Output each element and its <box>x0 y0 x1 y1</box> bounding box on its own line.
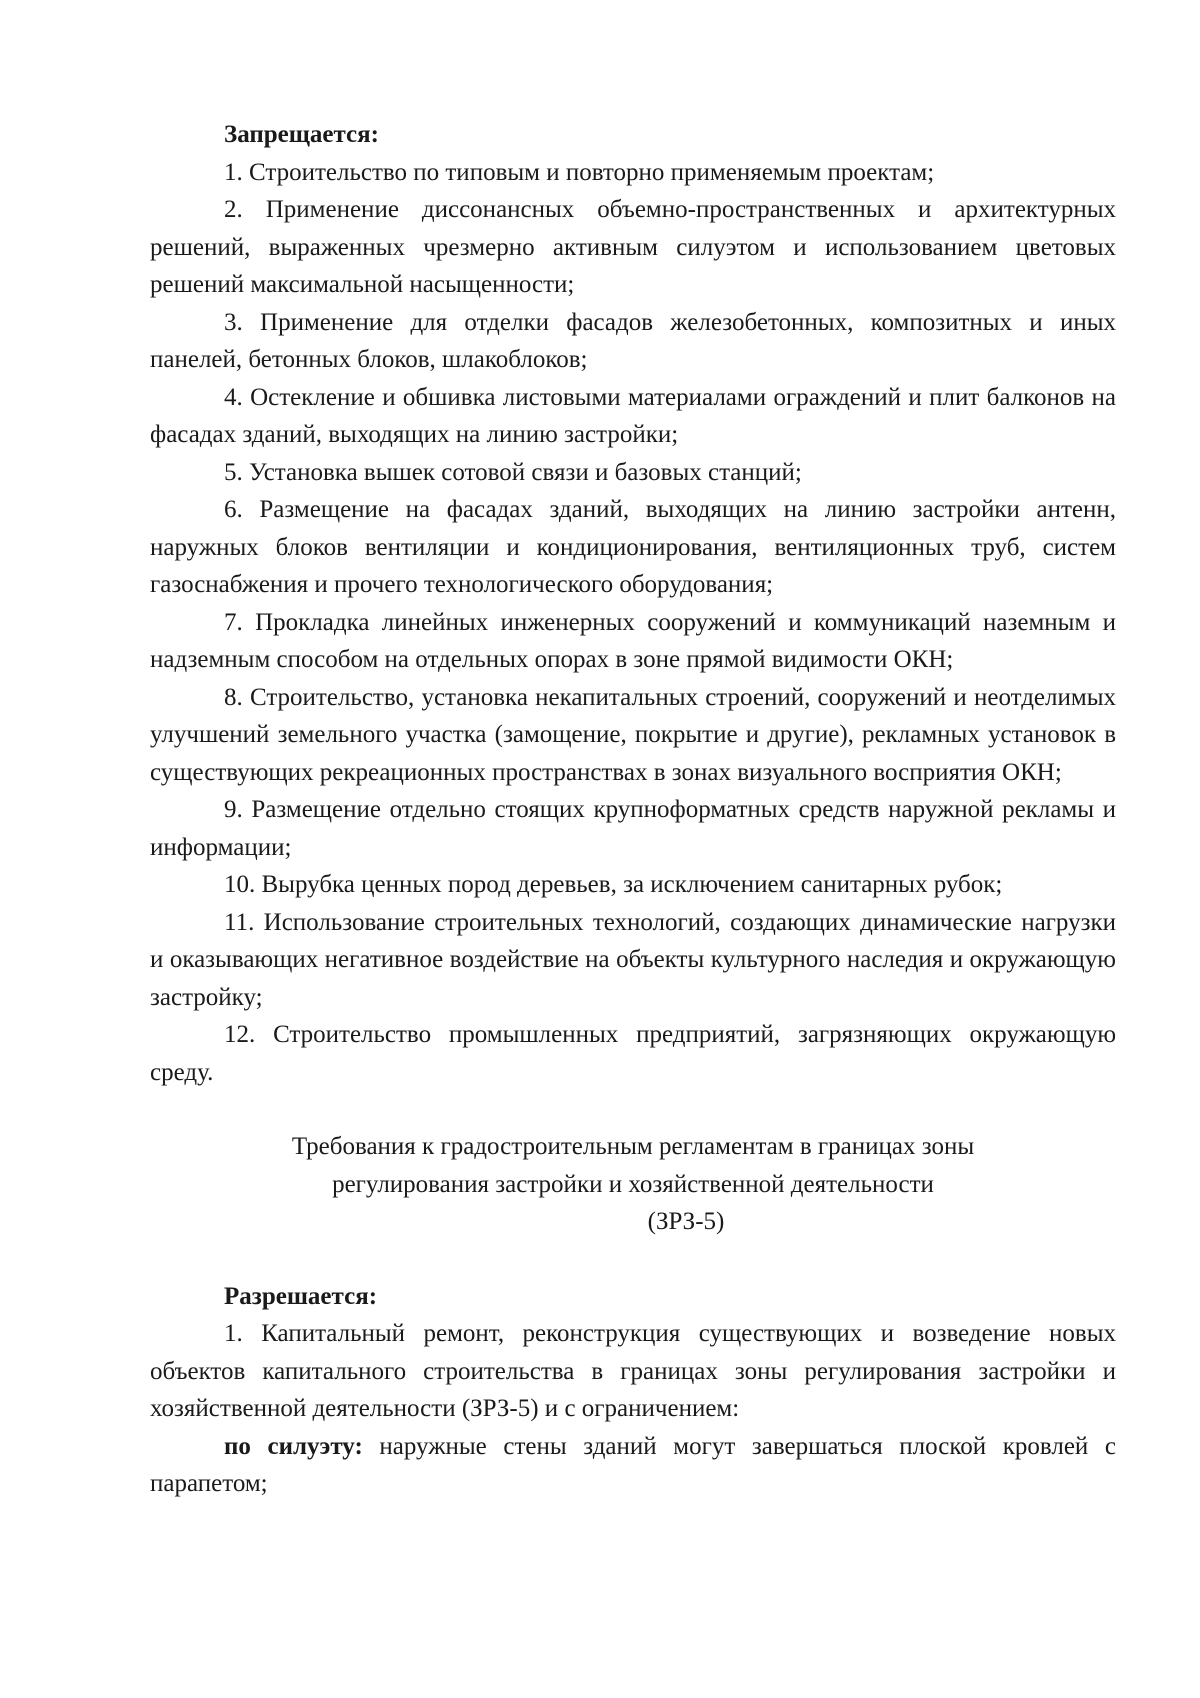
spacer <box>150 1241 1116 1278</box>
prohibited-item-9 <box>150 791 1116 866</box>
item-text: Установка вышек сотовой связи и базовых станций; <box>249 458 802 486</box>
prohibited-heading: Запрещается: <box>224 121 380 148</box>
item-number: 1. <box>224 1320 243 1347</box>
prohibited-list <box>150 154 1116 1092</box>
item-text: Строительство по типовым и повторно применяемым проектам; <box>249 158 935 186</box>
allowed-item-1 <box>150 1315 1116 1428</box>
document-page <box>150 116 1116 1503</box>
item-number: 7. <box>224 608 243 636</box>
item-number: 1. <box>224 158 243 186</box>
prohibited-item-5 <box>150 454 1116 492</box>
item-text: Строительство, установка некапитальных строений, сооружений и неотделимых улучшений земельного участка (замощение, покрытие и другие), рекламных установок в существующих рекреационных пространствах в зонах визуального восприятия ОКН; <box>150 683 1116 786</box>
item-number: 4. <box>224 383 243 411</box>
prohibited-item-3 <box>150 304 1116 379</box>
prohibited-item-7 <box>150 604 1116 679</box>
item-text: Строительство промышленных предприятий, загрязняющих окружающую среду. <box>150 1021 1116 1086</box>
item-number: 6. <box>224 496 243 523</box>
item-number: 11. <box>224 908 255 936</box>
spacer <box>150 1091 1116 1128</box>
item-text: Прокладка линейных инженерных сооружений и коммуникаций наземным и надземным способом на отдельных опорах в зоне прямой видимости ОКН; <box>150 608 1116 673</box>
item-text: Применение диссонансных объемно-пространственных и архитектурных решений, выраженных чрезмерно активным силуэтом и использованием цветовых решений максимальной насыщенности; <box>150 196 1116 298</box>
item-number: 3. <box>224 308 243 336</box>
prohibited-item-2 <box>150 191 1116 304</box>
item-number: 5. <box>224 458 243 486</box>
silhouette-text: наружные стены зданий могут завершаться плоской кровлей с парапетом; <box>150 1432 1117 1497</box>
prohibited-item-1 <box>150 154 1116 192</box>
item-number: 9. <box>224 796 243 823</box>
item-text: Размещение на фасадах зданий, выходящих на линию застройки антенн, наружных блоков вентиляции и кондиционирования, вентиляционных труб, систем газоснабжения и прочего технологического оборудования; <box>150 496 1117 598</box>
item-text: Применение для отделки фасадов железобетонных, композитных и иных панелей, бетонных блоков, шлакоблоков; <box>150 308 1116 373</box>
section-title-line-1: Требования к градостроительным регламентам в границах зоны <box>291 1133 975 1160</box>
allowed-silhouette-rule <box>150 1428 1116 1503</box>
section-title-line-2: регулирования застройки и хозяйственной деятельности <box>332 1170 934 1198</box>
prohibited-item-6 <box>150 491 1116 604</box>
item-number: 12. <box>224 1021 256 1048</box>
silhouette-lead: по силуэту: <box>224 1432 363 1460</box>
item-text: Капитальный ремонт, реконструкция существующих и возведение новых объектов капитального строительства в границах зоны регулирования застройки и хозяйственной деятельности (ЗРЗ-5) и с ограничением: <box>150 1320 1117 1422</box>
section-title <box>150 1128 1116 1241</box>
prohibited-item-12 <box>150 1016 1116 1091</box>
prohibited-item-11 <box>150 904 1116 1017</box>
item-number: 2. <box>224 196 243 223</box>
item-text: Размещение отдельно стоящих крупноформатных средств наружной рекламы и информации; <box>150 796 1117 861</box>
item-text: Вырубка ценных пород деревьев, за исключением санитарных рубок; <box>261 871 1003 898</box>
prohibited-item-8 <box>150 679 1116 792</box>
allowed-heading: Разрешается: <box>224 1282 378 1310</box>
item-number: 8. <box>224 683 243 711</box>
item-text: Использование строительных технологий, создающих динамические нагрузки и оказывающих негативное воздействие на объекты культурного наследия и окружающую застройку; <box>150 908 1116 1011</box>
item-text: Остекление и обшивка листовыми материалами ограждений и плит балконов на фасадах зданий, выходящих на линию застройки; <box>150 383 1117 448</box>
section-title-zone-code: (ЗРЗ-5) <box>647 1208 725 1235</box>
prohibited-item-10 <box>150 866 1116 904</box>
item-number: 10. <box>224 871 256 898</box>
prohibited-item-4 <box>150 379 1116 454</box>
